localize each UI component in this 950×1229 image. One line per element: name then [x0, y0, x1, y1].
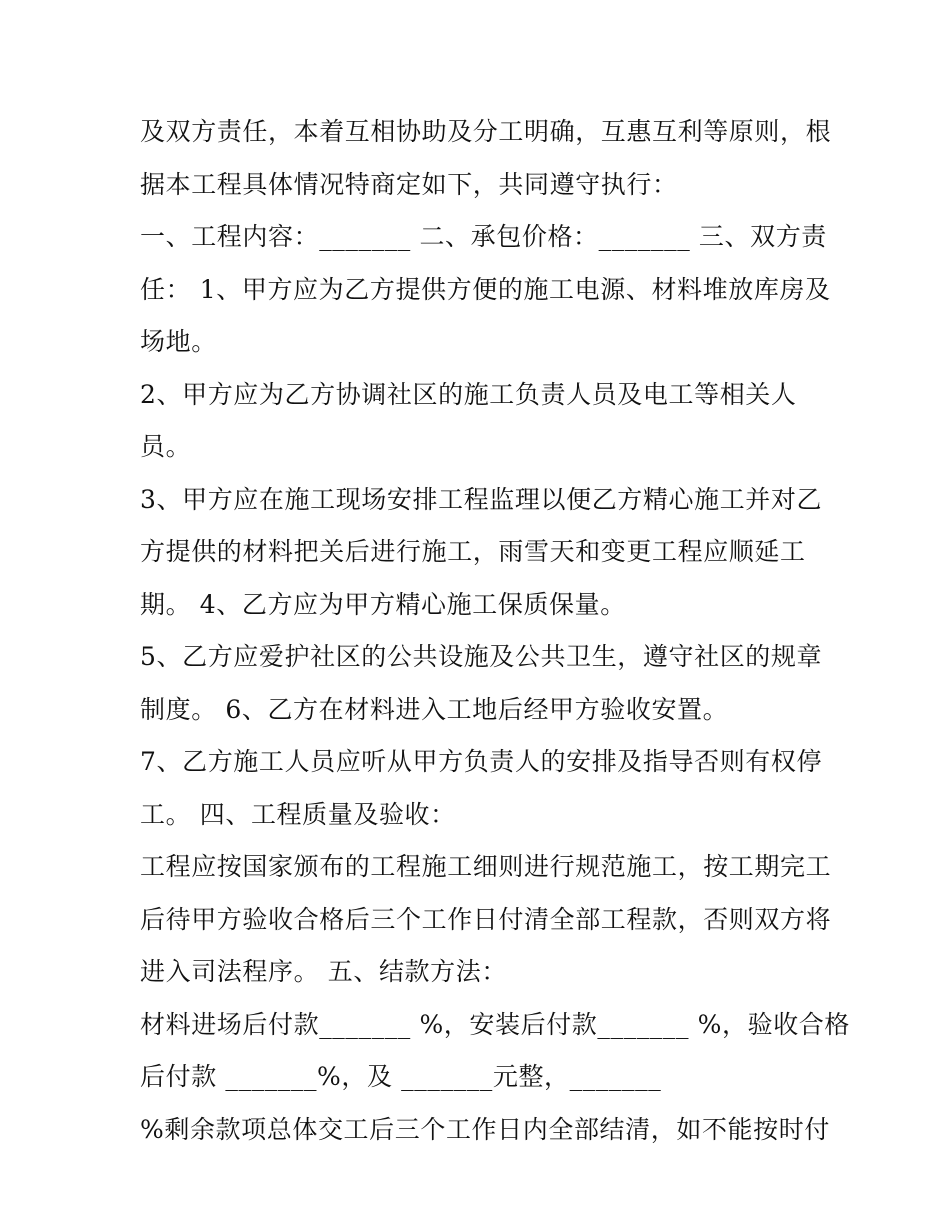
text-line-19: 后付款 _______%，及 _______元整，_______ — [140, 1062, 662, 1091]
text-line-18: 材料进场后付款_______ %，安装后付款_______ %，验收合格 — [140, 1009, 851, 1039]
text-line-20: %剩余款项总体交工后三个工作日内全部结清，如不能按时付 — [140, 1114, 830, 1144]
text-line-3: 一、工程内容：_______ 二、承包价格：_______ 三、双方责 — [140, 222, 827, 251]
text-line-6: 2、甲方应为乙方协调社区的施工负责人员及电工等相关人 — [140, 379, 797, 409]
contract-text — [140, 106, 851, 1156]
text-line-8: 3、甲方应在施工现场安排工程监理以便乙方精心施工并对乙 — [140, 484, 823, 514]
text-line-10: 期。 4、乙方应为甲方精心施工保质保量。 — [140, 589, 626, 619]
text-line-16: 后待甲方验收合格后三个工作日付清全部工程款，否则双方将 — [140, 904, 832, 934]
text-line-14: 工。 四、工程质量及验收： — [140, 799, 456, 829]
text-line-13: 7、乙方施工人员应听从甲方负责人的安排及指导否则有权停 — [140, 747, 823, 776]
text-line-5: 场地。 — [140, 327, 217, 356]
text-line-12: 制度。 6、乙方在材料进入工地后经甲方验收安置。 — [140, 694, 729, 724]
text-line-9: 方提供的材料把关后进行施工，雨雪天和变更工程应顺延工 — [140, 537, 806, 566]
text-line-11: 5、乙方应爱护社区的公共设施及公共卫生，遵守社区的规章 — [140, 642, 823, 671]
text-line-7: 员。 — [140, 432, 192, 461]
text-line-15: 工程应按国家颁布的工程施工细则进行规范施工，按工期完工 — [140, 852, 832, 881]
text-line-2: 据本工程具体情况特商定如下，共同遵守执行： — [140, 169, 678, 199]
text-line-4: 任： 1、甲方应为乙方提供方便的施工电源、材料堆放库房及 — [140, 274, 831, 304]
text-line-1: 及双方责任，本着互相协助及分工明确，互惠互利等原则，根 — [140, 117, 832, 146]
text-line-17: 进入司法程序。 五、结款方法： — [140, 957, 507, 986]
